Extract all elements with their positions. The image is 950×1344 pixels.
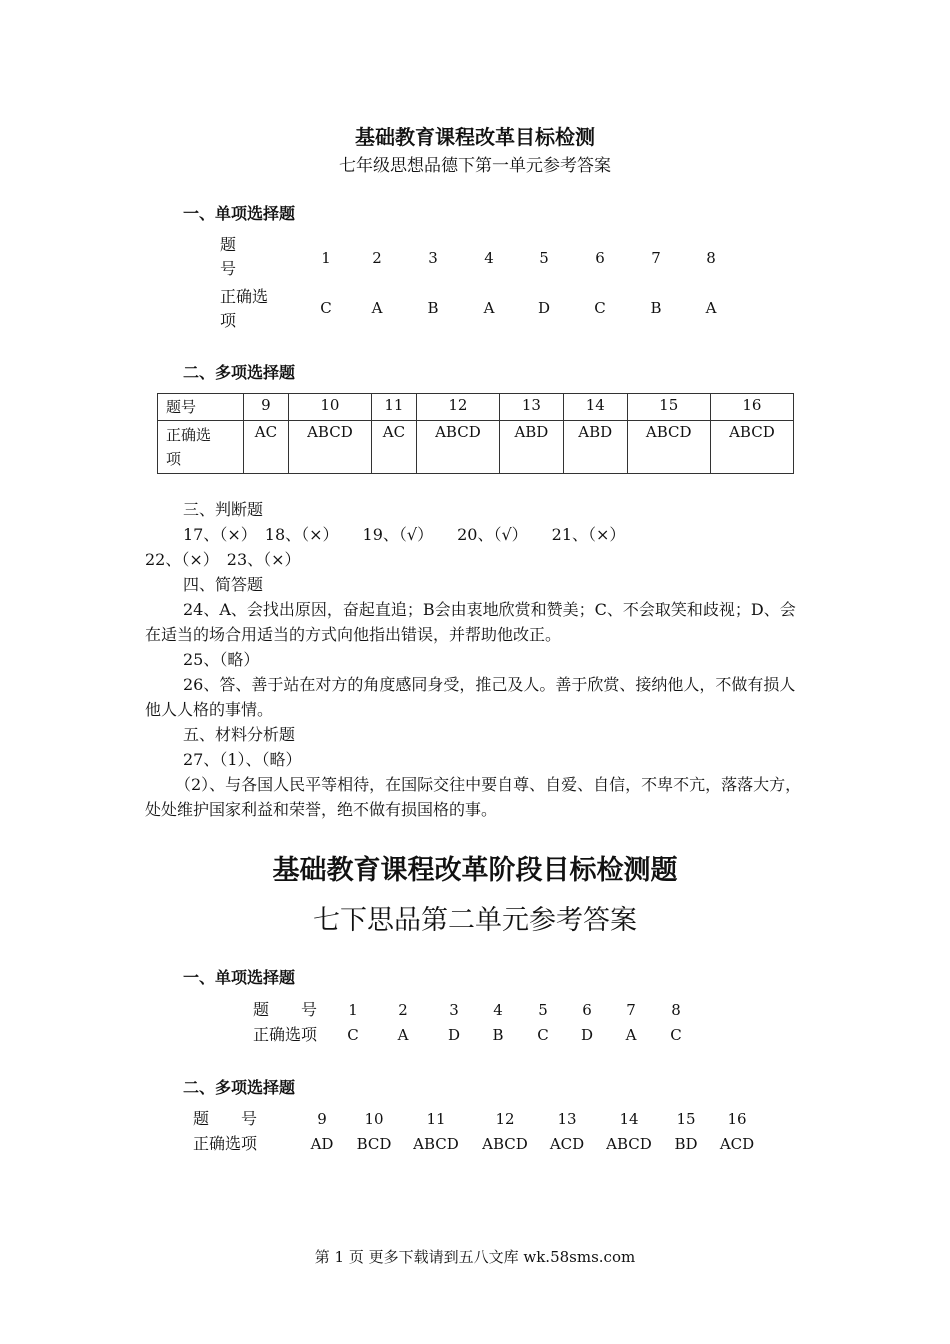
- answer-value: ABCD: [627, 421, 710, 474]
- question-number: 3: [428, 249, 438, 267]
- answer-value: ABCD: [606, 1135, 652, 1153]
- answer-value: C: [320, 299, 332, 317]
- answer-value: D: [537, 299, 551, 317]
- answer-value: ABD: [563, 421, 627, 474]
- answer-value: A: [625, 1026, 637, 1044]
- question-number: 4: [493, 1001, 503, 1019]
- row-label-answer-line2: 项: [166, 450, 182, 468]
- question-number: 10: [364, 1110, 384, 1128]
- question-number: 1: [348, 1001, 358, 1019]
- answer-value: ABCD: [416, 421, 499, 474]
- answer-q27-part1: 27、（1）、（略）: [183, 750, 302, 769]
- answer-value: D: [447, 1026, 461, 1044]
- answer-value: AC: [371, 421, 416, 474]
- answer-q25: 25、（略）: [183, 650, 260, 669]
- question-number: 5: [538, 1001, 548, 1019]
- section-heading-material-analysis: 五、材料分析题: [183, 725, 296, 744]
- answer-value: AD: [310, 1135, 334, 1153]
- document-title-unit1: 基础教育课程改革目标检测: [355, 125, 595, 149]
- true-false-answers-line2: 22、（×） 23、（×）: [145, 550, 301, 569]
- answer-value: C: [537, 1026, 549, 1044]
- row-label-answer-line1: 正确选: [220, 287, 269, 306]
- page-footer: 第 1 页 更多下载请到五八文库 wk.58sms.com: [314, 1248, 636, 1266]
- section-heading-short-answer: 四、简答题: [183, 575, 264, 594]
- question-number: 16: [727, 1110, 747, 1128]
- answer-value: ABCD: [288, 421, 371, 474]
- table-header-cell: 题号: [158, 394, 244, 421]
- answer-value: A: [397, 1026, 409, 1044]
- question-number: 11: [426, 1110, 446, 1128]
- question-number: 8: [706, 249, 716, 267]
- question-number: 2: [398, 1001, 408, 1019]
- table-row: [158, 394, 794, 421]
- answer-value: ACD: [549, 1135, 585, 1153]
- question-number: 7: [651, 249, 661, 267]
- question-number: 1: [321, 249, 331, 267]
- answer-value: ABCD: [482, 1135, 528, 1153]
- answer-value: BCD: [356, 1135, 392, 1153]
- row-label-answer: 正确选项: [193, 1134, 258, 1153]
- question-number: 12: [416, 394, 499, 421]
- answer-q24: 24、A、会找出原因，奋起直追；B会由衷地欣赏和赞美；C、不会取笑和歧视；D、会在适当的场合用适当的方式向他指出错误，并帮助他改正。: [145, 600, 796, 644]
- answer-value: ACD: [719, 1135, 755, 1153]
- multiple-choice-answer-table-unit1: [157, 393, 794, 474]
- question-number: 2: [372, 249, 382, 267]
- answer-q27-part2: （2）、与各国人民平等相待，在国际交往中要自尊、自爱、自信，不卑不亢，落落大方，处处维护国家利益和荣誉，绝不做有损国格的事。: [145, 775, 802, 819]
- row-label-number: 题 号: [193, 1109, 258, 1128]
- row-label-answer: 正确选项: [253, 1025, 318, 1044]
- question-number: 15: [627, 394, 710, 421]
- answer-value: A: [371, 299, 383, 317]
- section-heading-single-choice: 一、单项选择题: [183, 204, 296, 223]
- answer-q26: 26、答、善于站在对方的角度感同身受，推己及人。善于欣赏、接纳他人，不做有损人他人人格的事情。: [145, 675, 796, 719]
- answer-value: ABCD: [413, 1135, 459, 1153]
- question-number: 3: [449, 1001, 459, 1019]
- row-label-number: 题 号: [253, 1000, 318, 1019]
- answer-value: AC: [244, 421, 289, 474]
- section-heading-multiple-choice: 二、多项选择题: [183, 363, 296, 382]
- answer-value: ABCD: [710, 421, 793, 474]
- answer-body-unit1: [145, 497, 810, 822]
- answer-value: ABD: [499, 421, 563, 474]
- answer-value: C: [347, 1026, 359, 1044]
- answer-value: BD: [674, 1135, 698, 1153]
- question-number: 5: [539, 249, 549, 267]
- answer-value: B: [650, 299, 662, 317]
- answer-value: B: [427, 299, 439, 317]
- question-number: 14: [619, 1110, 639, 1128]
- question-number: 7: [626, 1001, 636, 1019]
- question-number: 6: [582, 1001, 592, 1019]
- row-label-answer-line2: 项: [220, 311, 237, 330]
- document-subtitle-unit2: 七下思品第二单元参考答案: [313, 905, 637, 936]
- answer-value: D: [580, 1026, 594, 1044]
- row-label-answer-line1: 正确选: [166, 426, 212, 444]
- question-number: 4: [484, 249, 494, 267]
- answer-value: A: [483, 299, 495, 317]
- section-heading-true-false: 三、判断题: [183, 500, 264, 519]
- question-number: 10: [288, 394, 371, 421]
- document-subtitle-unit1: 七年级思想品德下第一单元参考答案: [339, 156, 611, 176]
- answer-value: A: [705, 299, 717, 317]
- question-number: 16: [710, 394, 793, 421]
- table-row: [158, 421, 794, 474]
- row-label-number-line1: 题: [220, 235, 237, 254]
- question-number: 8: [671, 1001, 681, 1019]
- table-header-cell: [158, 421, 244, 474]
- row-label-number-line2: 号: [220, 259, 237, 278]
- question-number: 12: [495, 1110, 515, 1128]
- true-false-answers-line1: 17、（×） 18、（×） 19、（√） 20、（√） 21、（×）: [183, 525, 626, 544]
- question-number: 9: [317, 1110, 327, 1128]
- question-number: 6: [595, 249, 605, 267]
- question-number: 13: [557, 1110, 577, 1128]
- question-number: 13: [499, 394, 563, 421]
- section-heading-single-choice-unit2: 一、单项选择题: [183, 968, 296, 987]
- answer-value: B: [492, 1026, 504, 1044]
- section-heading-multiple-choice-unit2: 二、多项选择题: [183, 1078, 296, 1097]
- answer-value: C: [594, 299, 606, 317]
- answer-value: C: [670, 1026, 682, 1044]
- question-number: 14: [563, 394, 627, 421]
- question-number: 15: [676, 1110, 696, 1128]
- question-number: 9: [244, 394, 289, 421]
- question-number: 11: [371, 394, 416, 421]
- document-title-unit2: 基础教育课程改革阶段目标检测题: [272, 855, 678, 886]
